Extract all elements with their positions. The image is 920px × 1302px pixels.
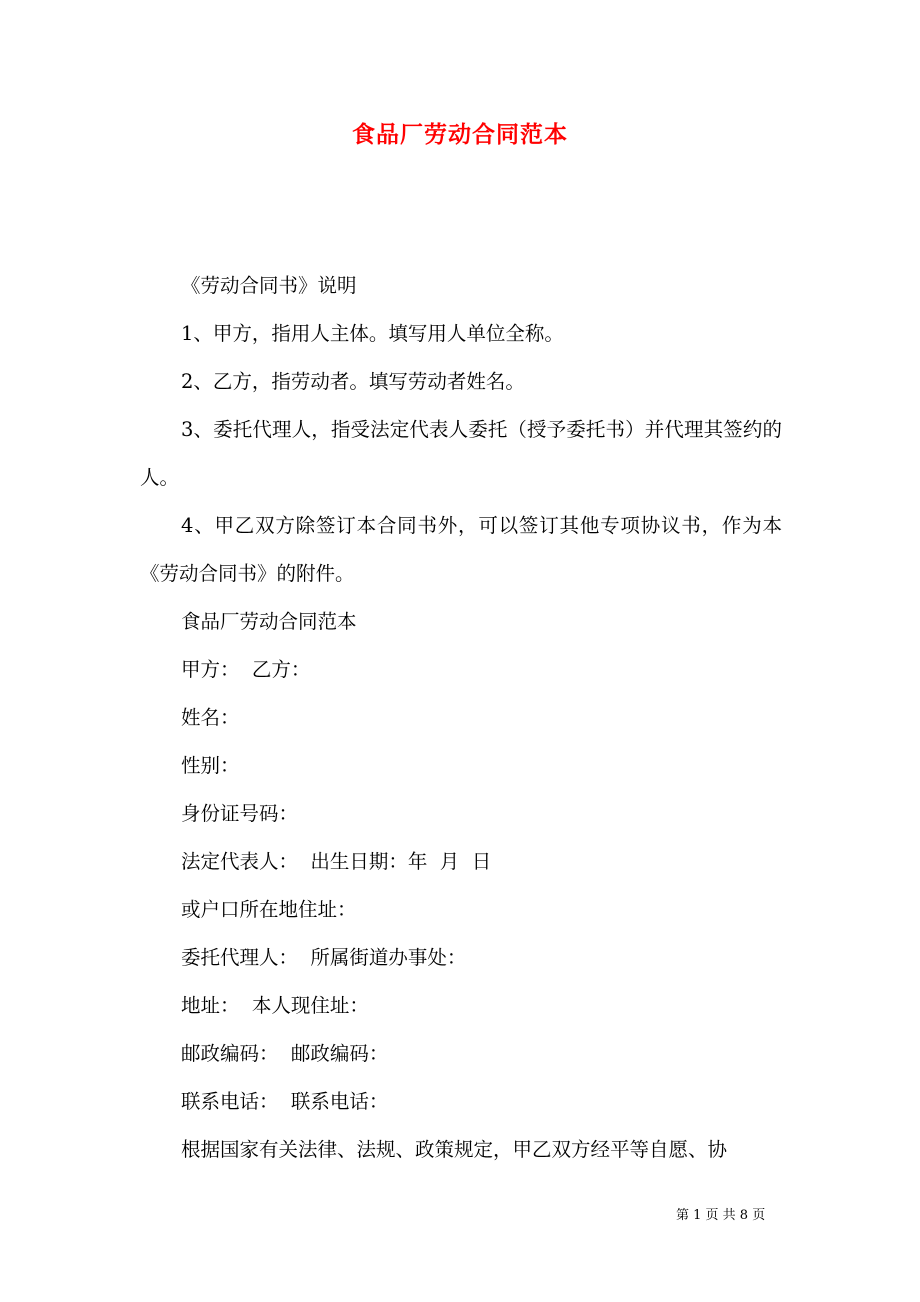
field-id-number: 身份证号码： (181, 802, 299, 825)
paragraph-preamble: 根据国家有关法律、法规、政策规定，甲乙双方经平等自愿、协 (181, 1138, 728, 1161)
document-title: 食品厂劳动合同范本 (352, 121, 568, 148)
paragraph-item-1: 1、甲方，指用人主体。填写用人单位全称。 (181, 322, 564, 345)
field-phone: 联系电话： 联系电话： (181, 1090, 389, 1113)
paragraph-item-4: 4、甲乙双方除签订本合同书外，可以签订其他专项协议书，作为本《劳动合同书》的附件。 (140, 514, 782, 585)
field-agent-subdistrict: 委托代理人： 所属街道办事处： (181, 946, 467, 969)
field-legal-rep-birthdate: 法定代表人： 出生日期：年 月 日 (181, 850, 492, 873)
field-postal-code: 邮政编码： 邮政编码： (181, 1042, 389, 1065)
field-address: 地址： 本人现住址： (181, 994, 369, 1017)
field-name: 姓名： (181, 706, 240, 729)
paragraph-explanation-heading: 《劳动合同书》说明 (181, 274, 357, 297)
paragraph-item-2: 2、乙方，指劳动者。填写劳动者姓名。 (181, 370, 525, 393)
document-body (140, 262, 782, 1174)
field-parties: 甲方： 乙方： (181, 658, 311, 681)
paragraph-contract-heading: 食品厂劳动合同范本 (181, 610, 357, 633)
field-household-address: 或户口所在地住址： (181, 898, 357, 921)
field-gender: 性别： (181, 754, 240, 777)
page-number-footer: 第 1 页 共 8 页 (676, 1208, 766, 1223)
paragraph-item-3: 3、委托代理人，指受法定代表人委托（授予委托书）并代理其签约的人。 (140, 418, 782, 489)
